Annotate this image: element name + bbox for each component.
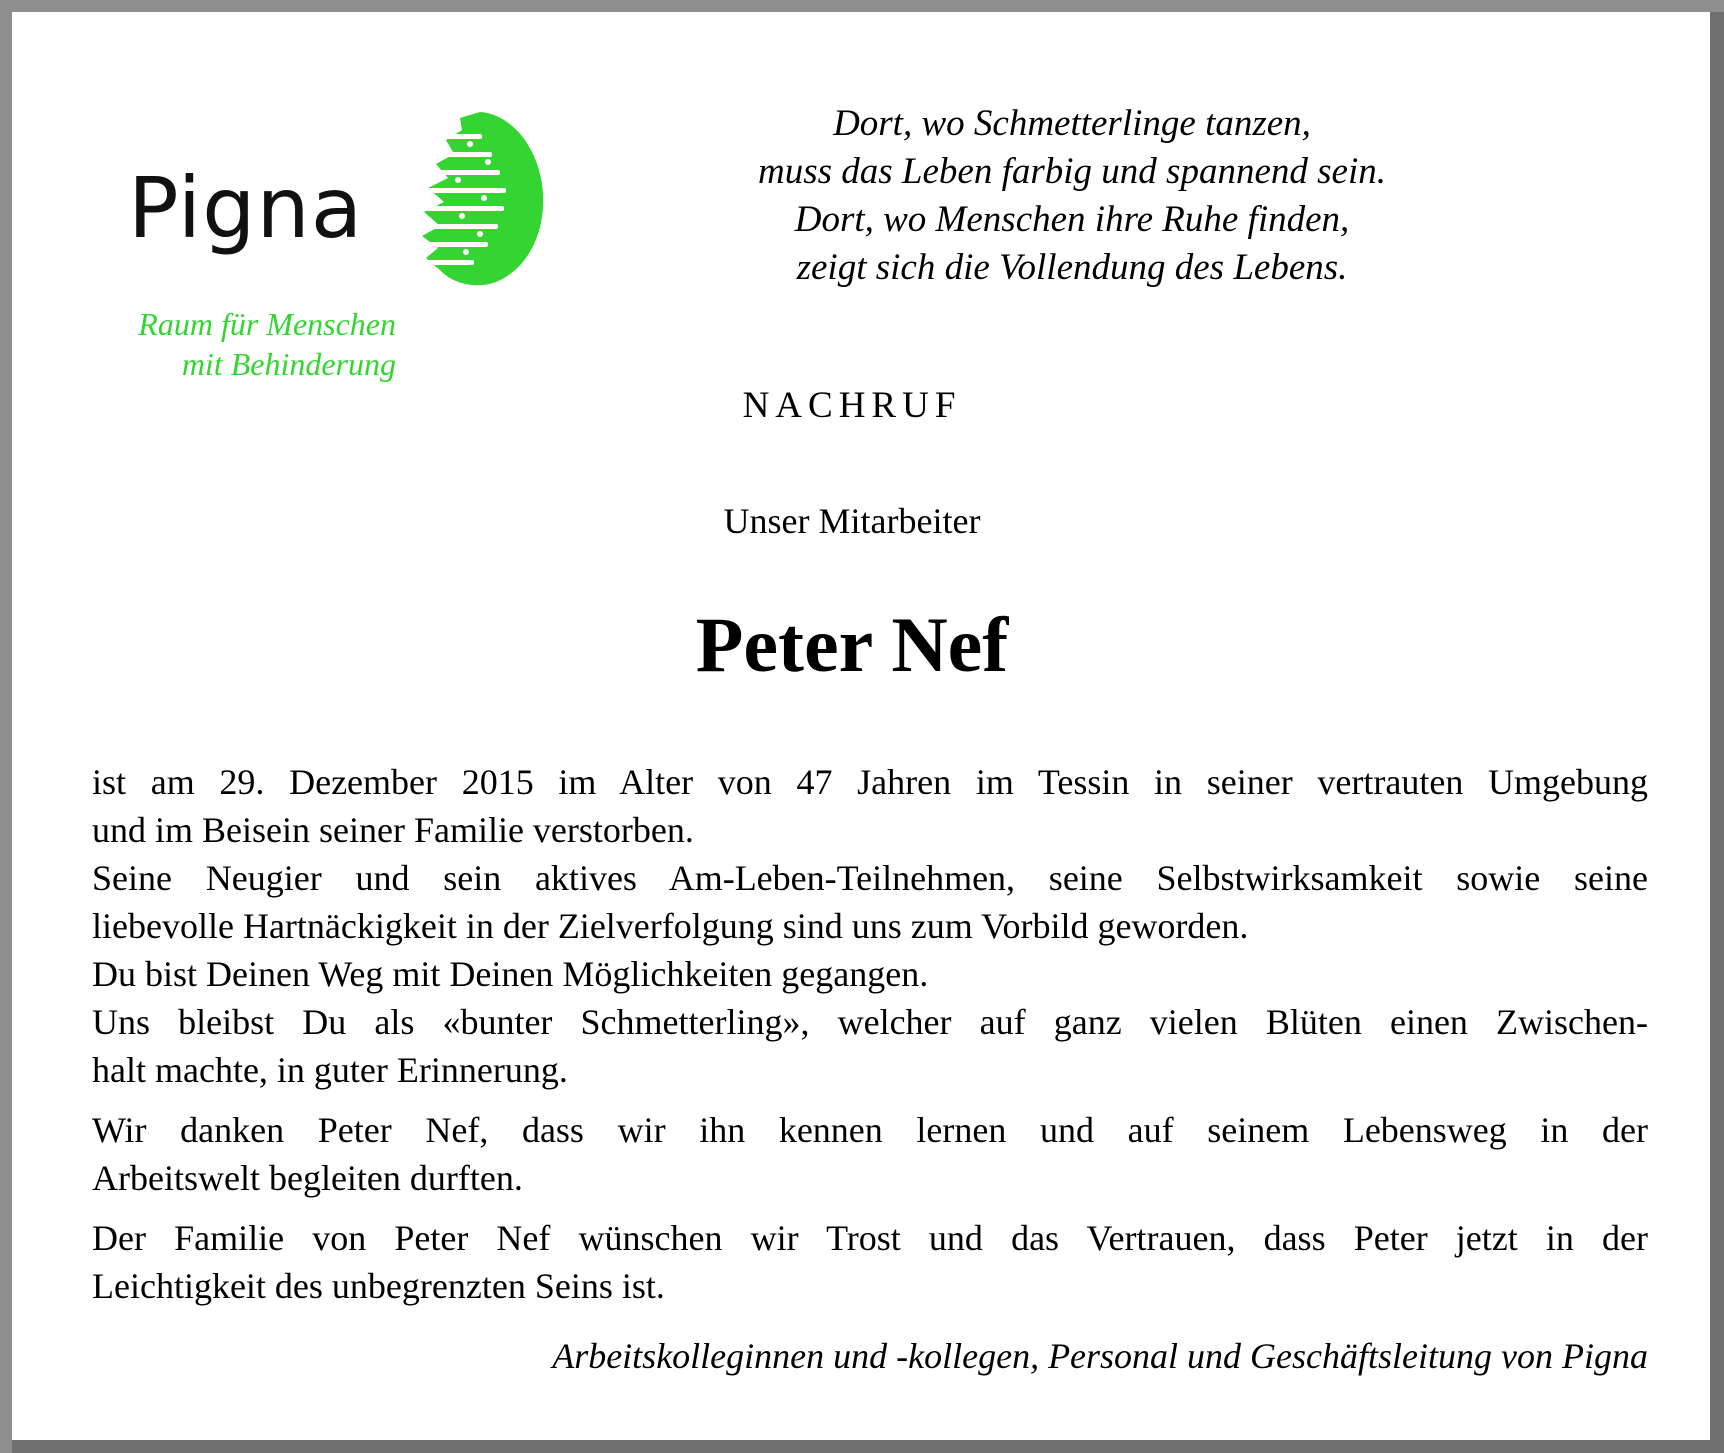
body-p1-line-2: und im Beisein seiner Familie verstorben. — [92, 810, 694, 850]
body-p3: Du bist Deinen Weg mit Deinen Möglichkeiten gegangen. — [92, 954, 929, 994]
subheading: Unser Mitarbeiter — [723, 501, 981, 541]
body-p5-line-1: Wir danken Peter Nef, dass wir ihn kennen lernen und auf seinem Lebensweg in der — [92, 1110, 1648, 1150]
green-pine-cone-icon — [418, 108, 548, 288]
motto-line-2: muss das Leben farbig und spannend sein. — [758, 151, 1386, 192]
body-p4-line-1: Uns bleibst Du als «bunter Schmetterling», welcher auf ganz vielen Blüten einen Zwischen- — [92, 1002, 1648, 1042]
obituary-body — [92, 758, 1648, 1310]
signature: Arbeitskolleginnen und -kollegen, Personal und Geschäftsleitung von Pigna — [552, 1336, 1648, 1376]
body-p4-line-2: halt machte, in guter Erinnerung. — [92, 1050, 568, 1090]
body-p5-line-2: Arbeitswelt begleiten durften. — [92, 1158, 523, 1198]
motto-line-3: Dort, wo Menschen ihre Ruhe finden, — [794, 199, 1350, 240]
body-p6-line-2: Leichtigkeit des unbegrenzten Seins ist. — [92, 1266, 665, 1306]
logo-tagline-line-2: mit Behinderung — [181, 346, 396, 382]
body-p6-line-1: Der Familie von Peter Nef wünschen wir Trost und das Vertrauen, dass Peter jetzt in der — [92, 1218, 1648, 1258]
body-p2-line-2: liebevolle Hartnäckigkeit in der Zielverfolgung sind uns zum Vorbild geworden. — [92, 906, 1249, 946]
heading-nachruf: NACHRUF — [742, 385, 962, 426]
motto-verse — [732, 100, 1412, 292]
pigna-logo — [116, 104, 556, 404]
motto-line-1: Dort, wo Schmetterlinge tanzen, — [833, 103, 1311, 144]
logo-wordmark: Pigna — [128, 159, 364, 257]
obituary-page — [12, 12, 1710, 1440]
page-shadow-bottom — [12, 1440, 1710, 1453]
page-shadow-right — [1710, 12, 1724, 1453]
body-p1-line-1: ist am 29. Dezember 2015 im Alter von 47 Jahren im Tessin in seiner vertrauten Umgebung — [92, 762, 1648, 802]
body-p2-line-1: Seine Neugier und sein aktives Am-Leben-Teilnehmen, seine Selbstwirksamkeit sowie seine — [92, 858, 1648, 898]
logo-tagline — [106, 304, 396, 384]
logo-tagline-line-1: Raum für Menschen — [138, 306, 396, 342]
deceased-name: Peter Nef — [695, 601, 1009, 688]
motto-line-4: zeigt sich die Vollendung des Lebens. — [796, 247, 1348, 288]
